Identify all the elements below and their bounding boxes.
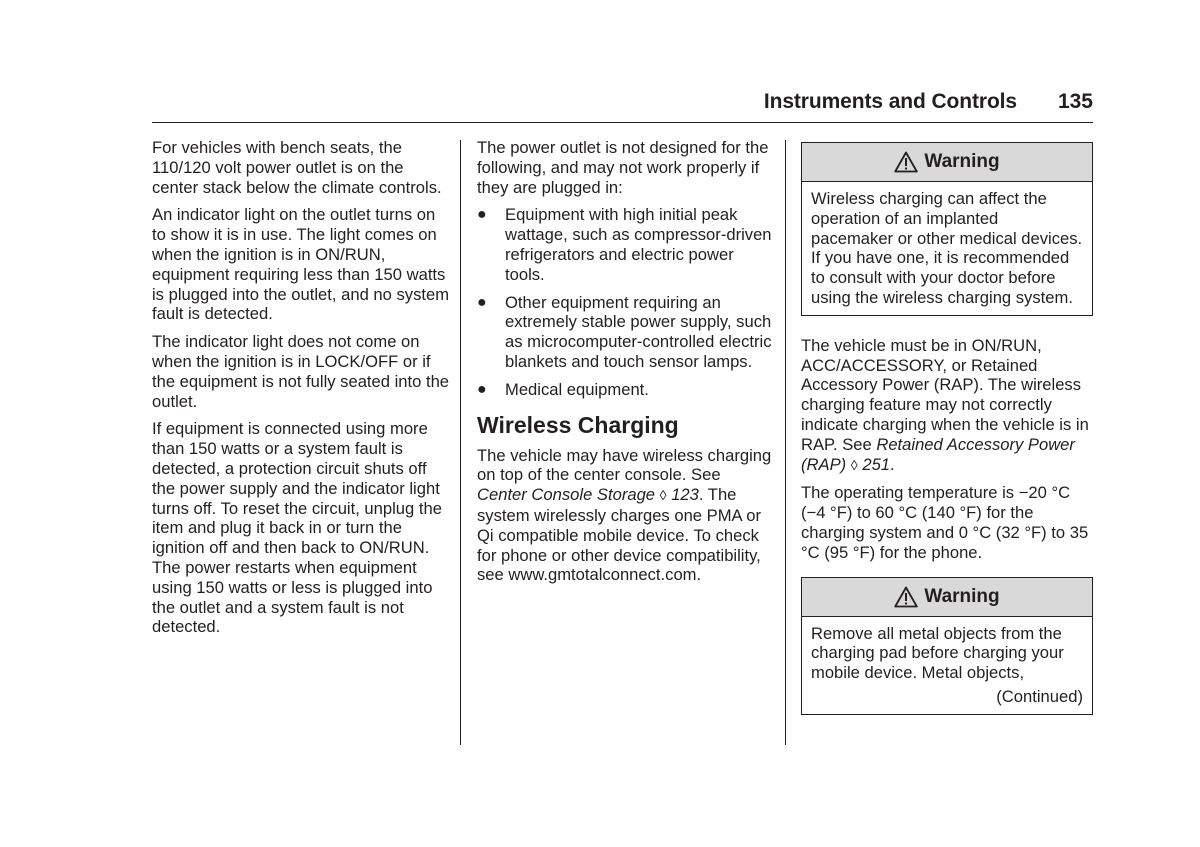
column-divider [785,140,786,745]
paragraph: An indicator light on the outlet turns on to show it is in use. The light comes on when the ignition is in ON/RUN, equipment requiring less than 150 watts is plugged into the outlet, and no system fault is detected. [152,205,450,324]
cross-reference-page[interactable]: 123 [671,485,699,505]
page-reference-icon: ◊ [850,456,858,473]
paragraph: The indicator light does not come on when the ignition is in LOCK/OFF or if the equipment is not fully seated into the outlet. [152,332,450,411]
paragraph [801,336,1093,476]
bullet-icon: ● [477,293,487,311]
list-item [477,380,772,400]
warning-label: Warning [924,585,1000,607]
list-item-text: Medical equipment. [505,379,649,399]
section-heading: Wireless Charging [477,411,679,438]
text-run: . The system wirelessly charges one PMA or Qi compatible mobile device. To check for phone or other device compatibility, see www.gmtotalconnect.com. [477,485,762,585]
cross-reference-link[interactable]: Center Console Storage [477,485,656,505]
list-item-text: Equipment with high initial peak wattage, such as compressor-driven refrigerators and electric power tools. [505,205,772,284]
warning-body [802,182,1092,315]
warning-body [802,617,1092,714]
warning-label: Warning [924,151,1000,173]
paragraph [477,446,772,586]
page-reference-icon: ◊ [659,487,667,504]
bullet-list [477,205,772,399]
warning-header [802,143,1092,182]
text-run: The vehicle must be in ON/RUN, ACC/ACCESSORY, or Retained Accessory Power (RAP). The wireless charging feature may not correctly indicate charging when the vehicle is in RAP. See [801,335,1089,454]
text-run: The vehicle may have wireless charging on top of the center console. See [477,445,772,485]
warning-header [802,578,1092,617]
column-middle [477,138,772,593]
paragraph: For vehicles with bench seats, the 110/120 volt power outlet is on the center stack below the climate controls. [152,138,442,197]
chapter-title: Instruments and Controls [763,90,1017,113]
warning-text: Wireless charging can affect the operation of an implanted pacemaker or other medical devices. If you have one, it is recommended to consult with your doctor before using the wireless charging system. [811,189,1083,307]
warning-box [801,142,1093,316]
continued-label: (Continued) [996,686,1083,706]
warning-box [801,577,1093,715]
paragraph: If equipment is connected using more than 150 watts or a system fault is detected, a protection circuit shuts off the power supply and the indicator light turns off. To reset the circuit, unplug the item and plug it back in or turn the ignition off and then back to ON/RUN. The power restarts when equipment using 150 watts or less is plugged into the outlet and a system fault is not detected. [152,419,442,637]
warning-triangle-icon [894,586,918,608]
column-right [801,138,1093,715]
warning-text: Remove all metal objects from the charging pad before charging your mobile device. Metal objects, [811,623,1064,683]
page-header [152,88,1093,123]
warning-triangle-icon [894,151,918,173]
cross-reference-link[interactable]: Retained Accessory Power (RAP) [801,434,1075,474]
list-item-text: Other equipment requiring an extremely stable power supply, such as microcomputer-controlled electric blankets and touch sensor lamps. [505,292,772,371]
list-item [477,205,772,284]
column-left [152,138,450,645]
paragraph: The power outlet is not designed for the following, and may not work properly if they are plugged in: [477,138,769,197]
page-number: 135 [1057,90,1093,113]
column-divider [460,140,461,745]
bullet-icon: ● [477,206,487,224]
cross-reference-page[interactable]: 251 [862,454,891,474]
paragraph: The operating temperature is −20 °C (−4 °F) to 60 °C (140 °F) for the charging system and 0 °C (32 °F) to 35 °C (95 °F) for the phone. [801,483,1089,562]
bullet-icon: ● [477,380,487,398]
text-run: . [890,454,895,474]
list-item [477,293,772,372]
